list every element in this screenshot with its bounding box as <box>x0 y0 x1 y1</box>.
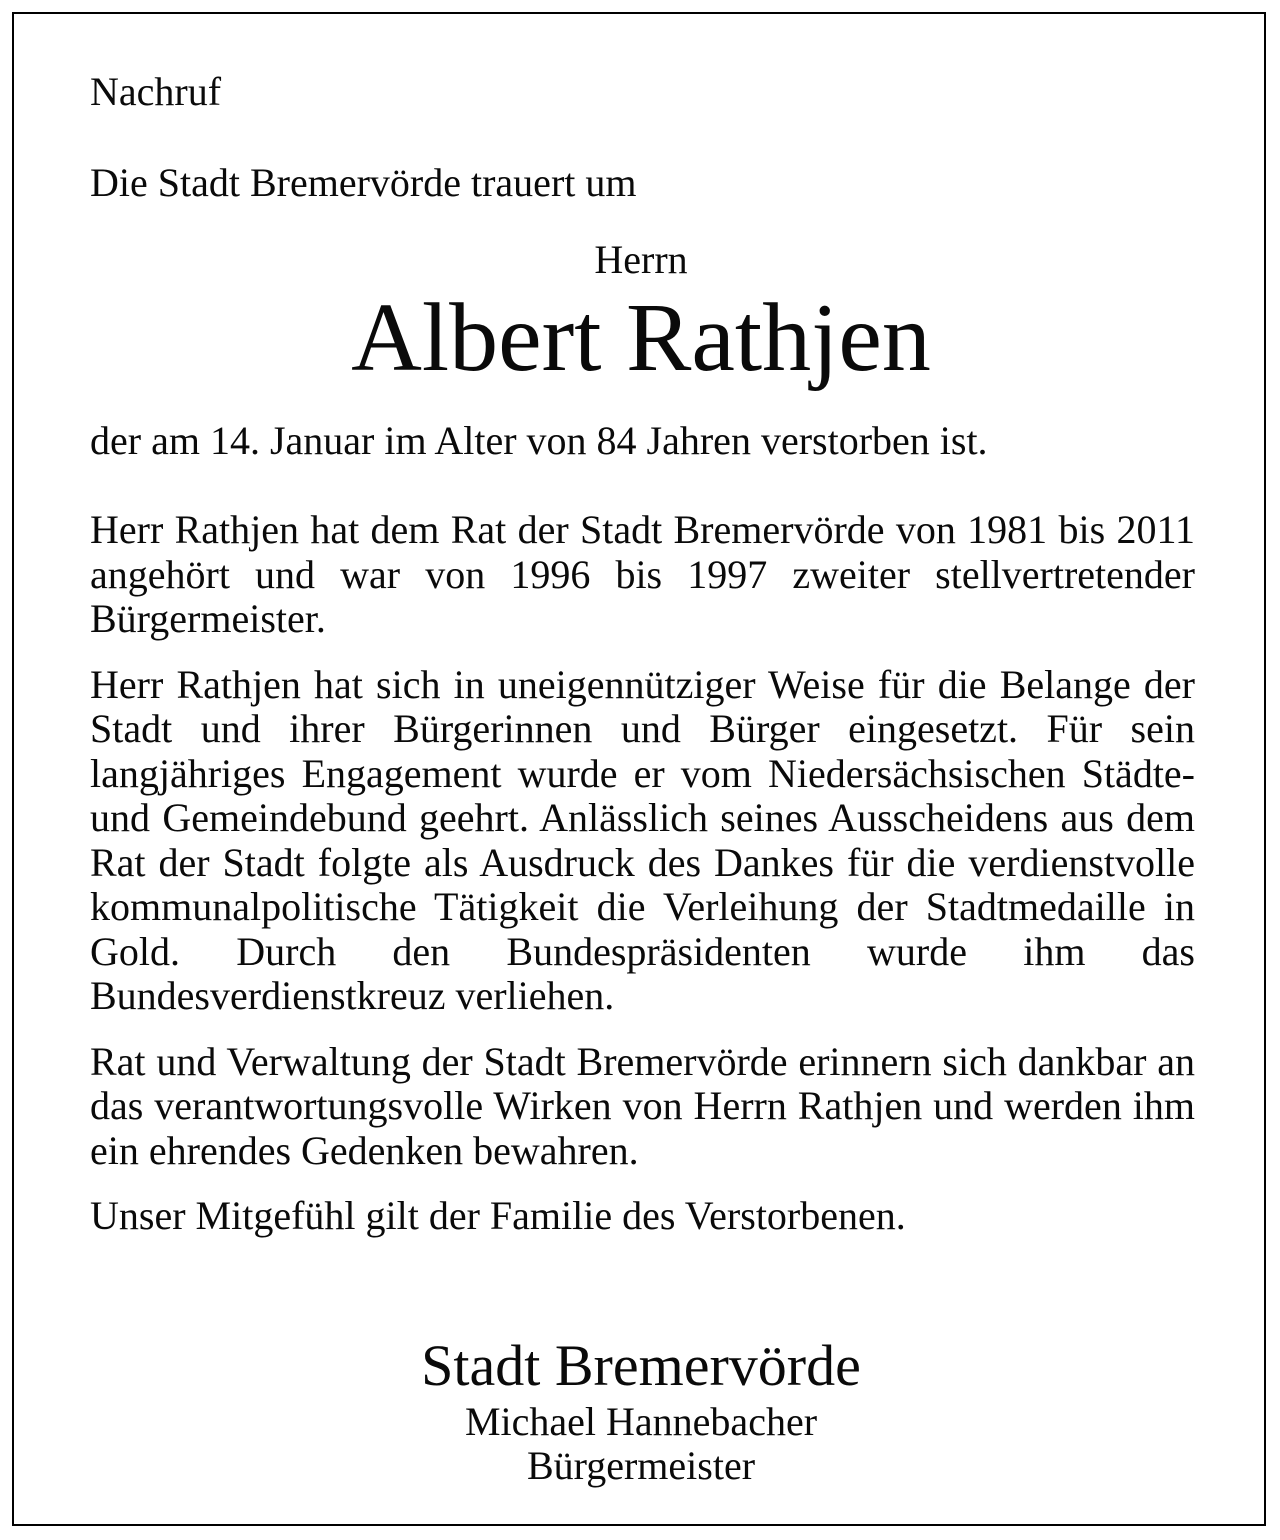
intro-line: Die Stadt Bremervörde trauert um <box>90 160 637 205</box>
death-line: der am 14. Januar im Alter von 84 Jahren verstorben ist. <box>90 418 988 463</box>
signature-organization: Stadt Bremervörde <box>421 1333 861 1398</box>
paragraph-council-membership: Herr Rathjen hat dem Rat der Stadt Bremervörde von 1981 bis 2011 angehört und war von 1996 bis 1997 zweiter stellvertretender Bürgermeister. <box>90 507 1195 641</box>
deceased-name: Albert Rathjen <box>351 284 931 392</box>
salutation: Herrn <box>594 237 688 282</box>
paragraph-honors: Herr Rathjen hat sich in uneigennütziger Weise für die Belange der Stadt und ihrer Bürgerinnen und Bürger eingesetzt. Für sein langjähriges Engagement wurde er vom Niedersächsischen Städte- und Gemeindebund geehrt. Anlässlich seines Ausscheidens aus dem Rat der Stadt folgte als Ausdruck des Dankes für die verdienstvolle kommunalpolitische Tätigkeit die Verleihung der Stadtmedaille in Gold. Durch den Bundespräsidenten wurde ihm das Bundesverdienstkreuz verliehen. <box>90 661 1195 1018</box>
paragraph-remembrance: Rat und Verwaltung der Stadt Bremervörde erinnern sich dankbar an das verantwortungsvolle Wirken von Herrn Rathjen und werden ihm ein ehrendes Gedenken bewahren. <box>90 1038 1195 1173</box>
notice-body <box>90 508 1195 1239</box>
signature-block <box>14 1332 1268 1488</box>
signature-title: Bürgermeister <box>526 1443 756 1488</box>
obituary-notice <box>12 12 1266 1526</box>
closing-line: Unser Mitgefühl gilt der Familie des Verstorbenen. <box>90 1193 906 1238</box>
notice-heading: Nachruf <box>90 69 222 114</box>
signature-signer: Michael Hannebacher <box>464 1399 818 1444</box>
